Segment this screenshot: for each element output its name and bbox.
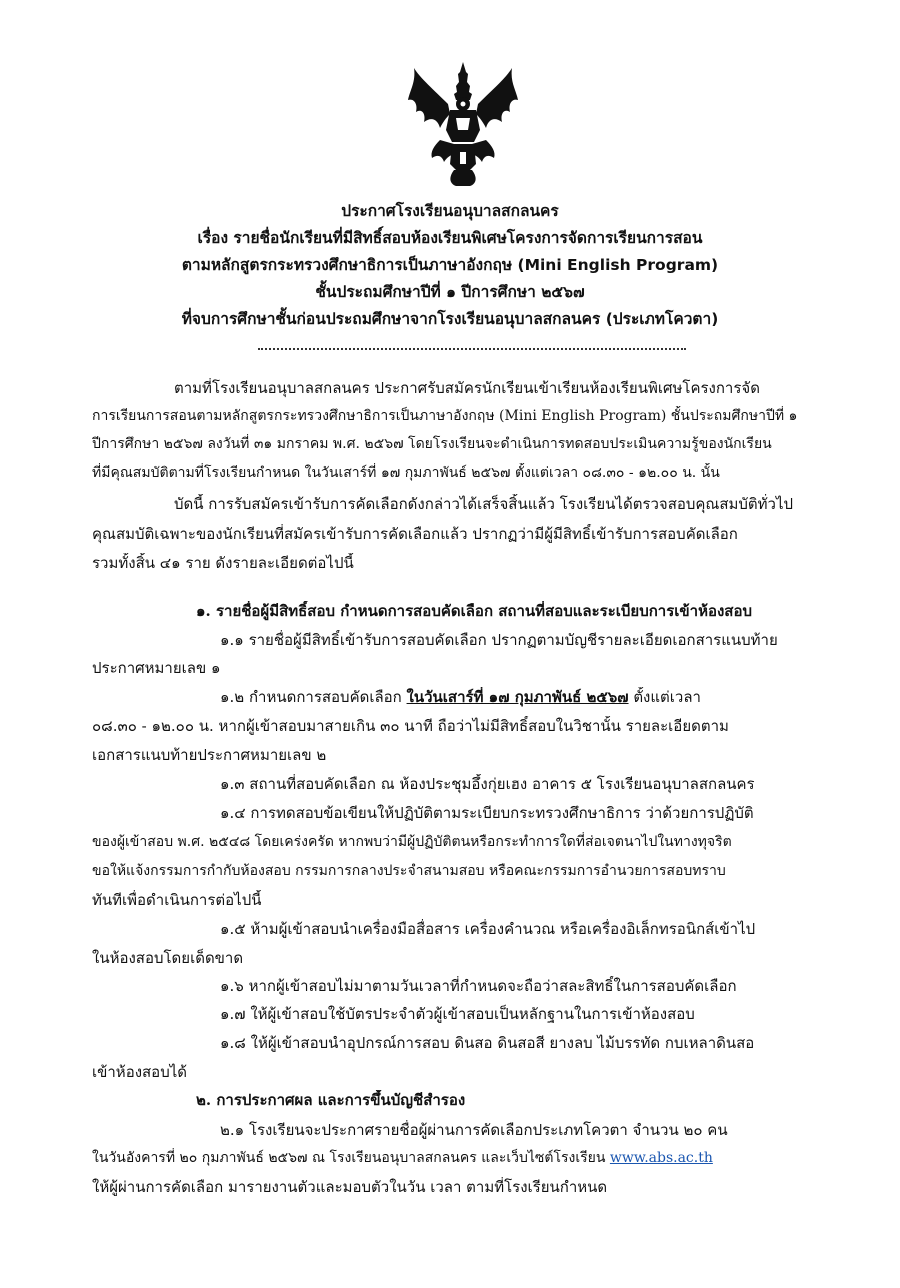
item-2-1-line-1: ๒.๑ โรงเรียนจะประกาศรายชื่อผู้ผ่านการคัดเลือกประเภทโควตา จำนวน ๒๐ คน — [220, 1121, 728, 1139]
item-2-1-line-2 — [92, 1148, 713, 1170]
item-1-6: ๑.๖ หากผู้เข้าสอบไม่มาตามวันเวลาที่กำหนดจะถือว่าสละสิทธิ์ในการสอบคัดเลือก — [220, 977, 737, 995]
paragraph-2-line-2: คุณสมบัติเฉพาะของนักเรียนที่สมัครเข้ารับการคัดเลือกแล้ว ปรากฏว่ามีผู้มีสิทธิ์เข้ารับการสอบคัดเลือก — [92, 525, 738, 543]
header-line-5: ที่จบการศึกษาชั้นก่อนประถมศึกษาจากโรงเรียนอนุบาลสกลนคร (ประเภทโควตา) — [181, 310, 719, 328]
item-1-4-line-3: ขอให้แจ้งกรรมการกำกับห้องสอบ กรรมการกลางประจำสนามสอบ หรือคณะกรรมการอำนวยการสอบทราบ — [92, 863, 726, 879]
exam-date: ในวันเสาร์ที่ ๑๗ กุมภาพันธ์ ๒๕๖๗ — [406, 688, 629, 706]
paragraph-1-line-1: ตามที่โรงเรียนอนุบาลสกลนคร ประกาศรับสมัครนักเรียนเข้าเรียนห้องเรียนพิเศษโครงการจัด — [174, 379, 760, 397]
section-2-title: ๒. การประกาศผล และการขึ้นบัญชีสำรอง — [196, 1091, 466, 1109]
paragraph-2-line-1: บัดนี้ การรับสมัครเข้ารับการคัดเลือกดังกล่าวได้เสร็จสิ้นแล้ว โรงเรียนได้ตรวจสอบคุณสมบัติทั่วไป — [174, 495, 794, 513]
header-line-2: เรื่อง รายชื่อนักเรียนที่มีสิทธิ์สอบห้องเรียนพิเศษโครงการจัดการเรียนการสอน — [197, 229, 703, 247]
item-1-2-line-3: เอกสารแนบท้ายประกาศหมายเลข ๒ — [92, 746, 327, 764]
header-line-4: ชั้นประถมศึกษาปีที่ ๑ ปีการศึกษา ๒๕๖๗ — [315, 283, 585, 301]
item-1-2-time-prefix: ตั้งแต่เวลา — [628, 688, 701, 706]
item-1-8-line-1: ๑.๘ ให้ผู้เข้าสอบนำอุปกรณ์การสอบ ดินสอ ดินสอสี ยางลบ ไม้บรรทัด กบเหลาดินสอ — [220, 1034, 755, 1052]
item-1-4-line-1: ๑.๔ การทดสอบข้อเขียนให้ปฏิบัติตามระเบียบกระทรวงศึกษาธิการ ว่าด้วยการปฏิบัติ — [220, 804, 754, 822]
section-1-title: ๑. รายชื่อผู้มีสิทธิ์สอบ กำหนดการสอบคัดเลือก สถานที่สอบและระเบียบการเข้าห้องสอบ — [196, 602, 752, 620]
item-1-4-line-4: ทันทีเพื่อดำเนินการต่อไปนี้ — [92, 891, 262, 909]
header-line-3: ตามหลักสูตรกระทรวงศึกษาธิการเป็นภาษาอังกฤษ (Mini English Program) — [181, 256, 719, 274]
paragraph-2-line-3: รวมทั้งสิ้น ๔๑ ราย ดังรายละเอียดต่อไปนี้ — [92, 554, 354, 572]
paragraph-1-line-4: ที่มีคุณสมบัติตามที่โรงเรียนกำหนด ในวันเสาร์ที่ ๑๗ กุมภาพันธ์ ๒๕๖๗ ตั้งแต่เวลา ๐๘.๓๐ - ๑๒.๐๐ น. นั้น — [92, 465, 720, 481]
garuda-emblem-icon — [404, 60, 522, 188]
item-1-7: ๑.๗ ให้ผู้เข้าสอบใช้บัตรประจำตัวผู้เข้าสอบเป็นหลักฐานในการเข้าห้องสอบ — [220, 1005, 695, 1023]
item-1-3: ๑.๓ สถานที่สอบคัดเลือก ณ ห้องประชุมอึ้งกุ่ยเฮง อาคาร ๕ โรงเรียนอนุบาลสกลนคร — [220, 775, 755, 793]
item-1-1-line-2: ประกาศหมายเลข ๑ — [92, 659, 221, 677]
item-2-1-line-3: ให้ผู้ผ่านการคัดเลือก มารายงานตัวและมอบตัวในวัน เวลา ตามที่โรงเรียนกำหนด — [92, 1178, 608, 1196]
header-line-1: ประกาศโรงเรียนอนุบาลสกลนคร — [341, 202, 559, 220]
item-1-1-line-1: ๑.๑ รายชื่อผู้มีสิทธิ์เข้ารับการสอบคัดเลือก ปรากฏตามบัญชีรายละเอียดเอกสารแนบท้าย — [220, 631, 778, 649]
dotted-divider — [258, 348, 686, 350]
school-website-link[interactable]: www.abs.ac.th — [609, 1150, 713, 1166]
item-2-1-text: ในวันอังคารที่ ๒๐ กุมภาพันธ์ ๒๕๖๗ ณ โรงเรียนอนุบาลสกลนคร และเว็บไซต์โรงเรียน — [92, 1150, 610, 1166]
announcement-header — [0, 198, 900, 333]
item-1-5-line-1: ๑.๕ ห้ามผู้เข้าสอบนำเครื่องมือสื่อสาร เครื่องคำนวณ หรือเครื่องอิเล็กทรอนิกส์เข้าไป — [220, 920, 756, 938]
item-1-2-line-1 — [220, 687, 701, 709]
item-1-2-line-2: ๐๘.๓๐ - ๑๒.๐๐ น. หากผู้เข้าสอบมาสายเกิน ๓๐ นาที ถือว่าไม่มีสิทธิ์สอบในวิชานั้น รายละเอียดตาม — [92, 717, 729, 735]
item-1-8-line-2: เข้าห้องสอบได้ — [92, 1063, 187, 1081]
item-1-4-line-2: ของผู้เข้าสอบ พ.ศ. ๒๕๔๘ โดยเคร่งครัด หากพบว่ามีผู้ปฏิบัติตนหรือกระทำการใดที่ส่อเจตนาไปในทางทุจริต — [92, 834, 732, 850]
item-1-2-prefix: ๑.๒ กำหนดการสอบคัดเลือก — [220, 688, 407, 706]
paragraph-1-line-2: การเรียนการสอนตามหลักสูตรกระทรวงศึกษาธิการเป็นภาษาอังกฤษ (Mini English Program) ชั้นประถมศึกษาปีที่ ๑ — [92, 408, 798, 424]
item-1-5-line-2: ในห้องสอบโดยเด็ดขาด — [92, 949, 244, 967]
paragraph-1-line-3: ปีการศึกษา ๒๕๖๗ ลงวันที่ ๓๑ มกราคม พ.ศ. ๒๕๖๗ โดยโรงเรียนจะดำเนินการทดสอบประเมินความรู้ของนักเรียน — [92, 436, 772, 452]
